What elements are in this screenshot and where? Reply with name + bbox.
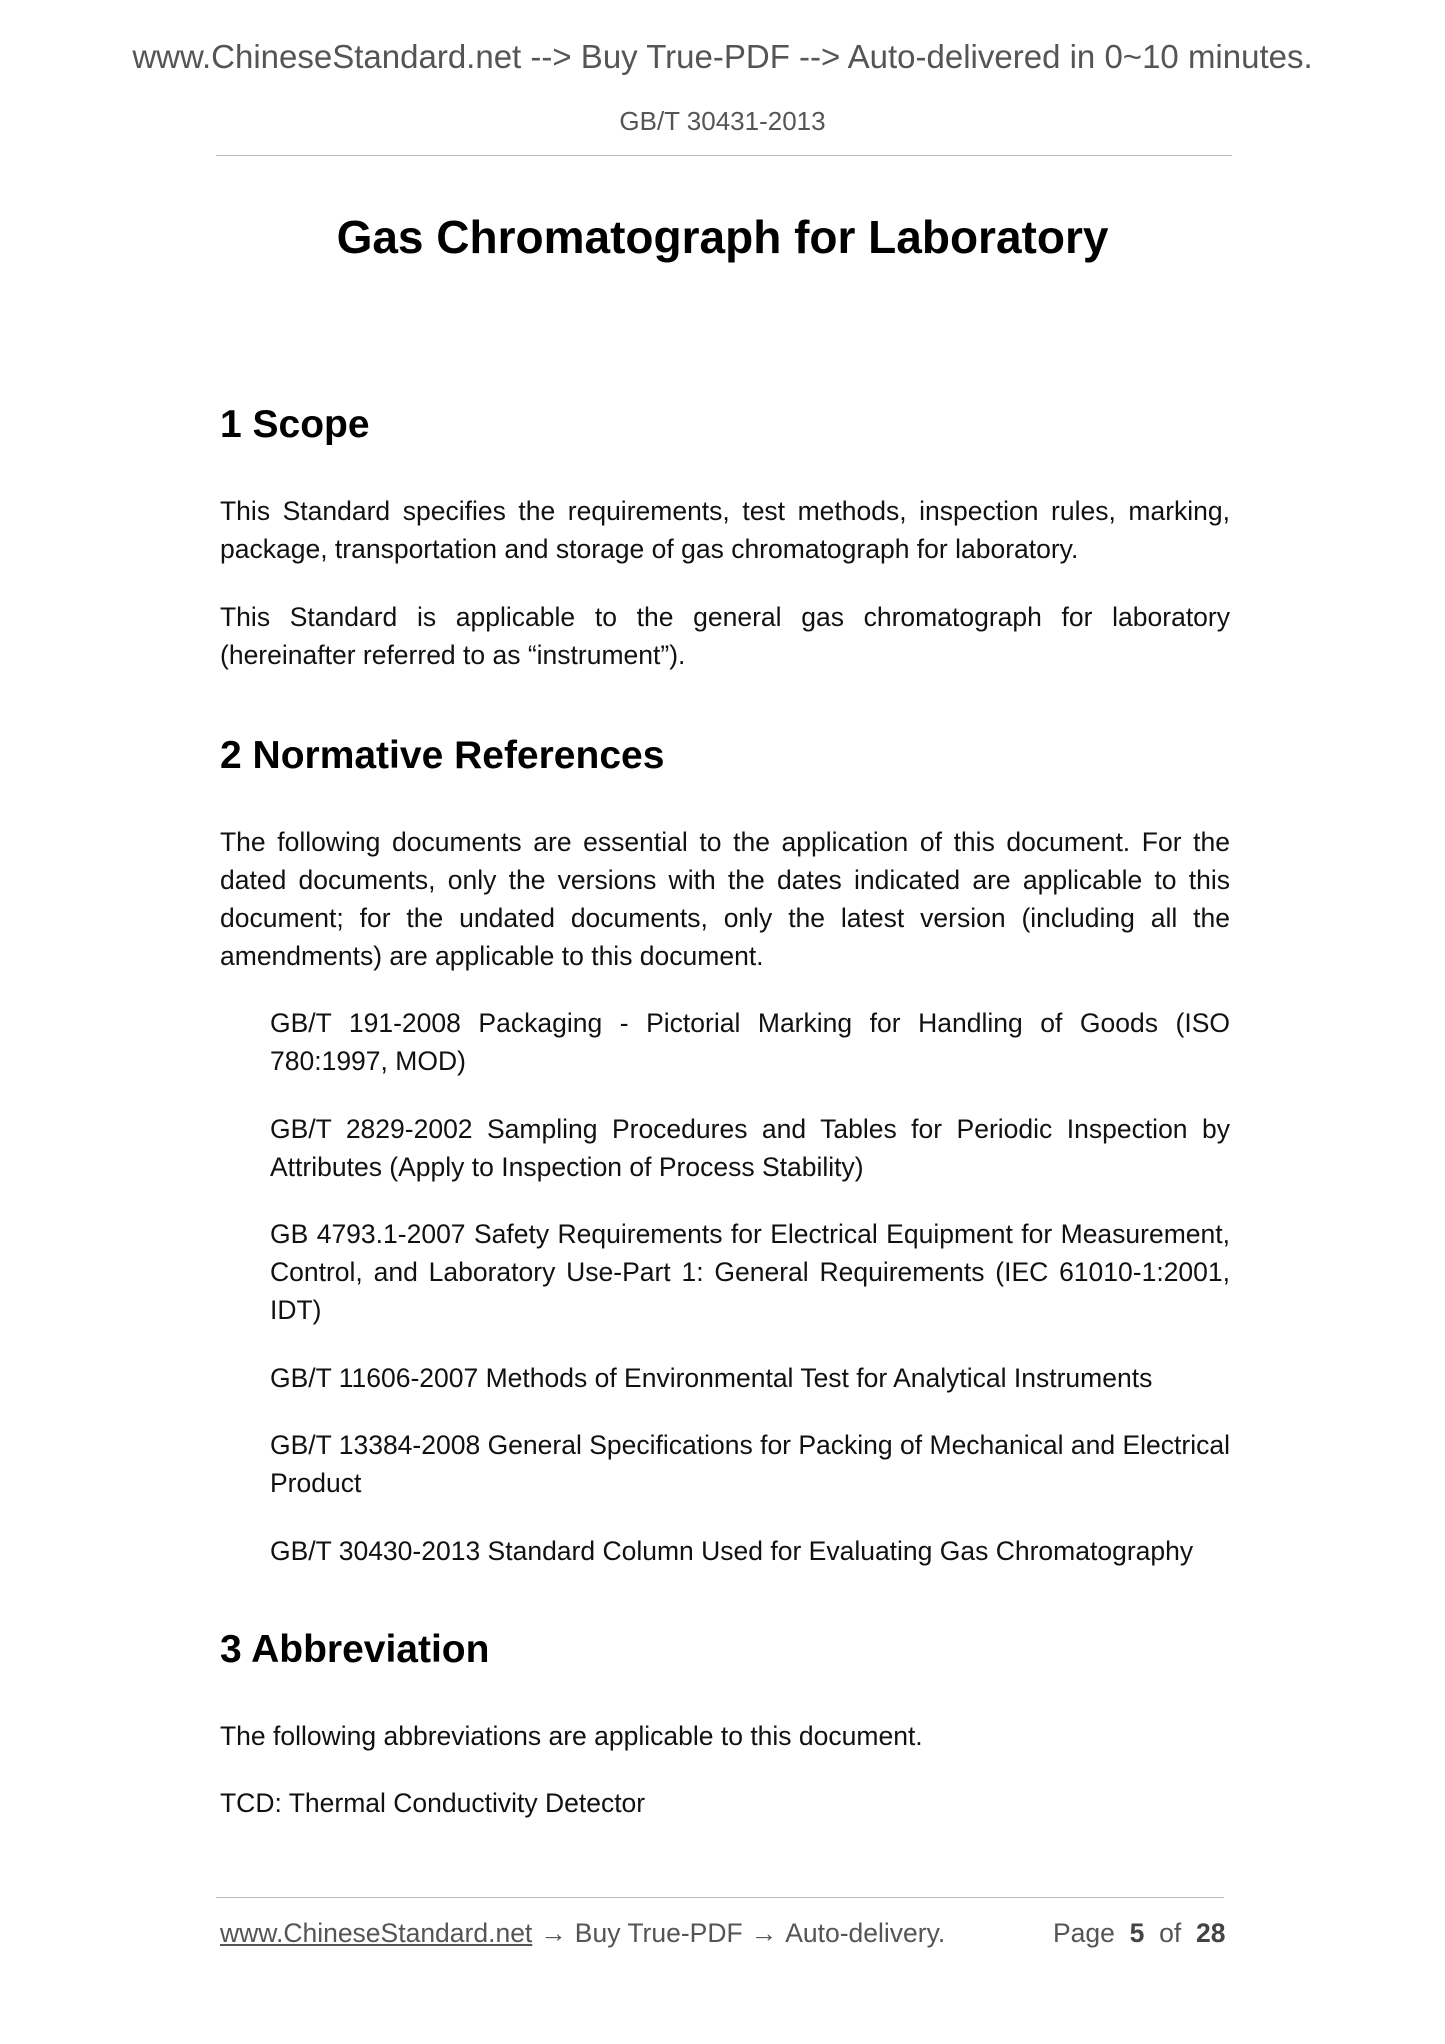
footer-website-link[interactable]: www.ChineseStandard.net xyxy=(220,1918,533,1948)
arrow-right-icon: → xyxy=(540,1918,567,1948)
abbreviation-intro-paragraph: The following abbreviations are applicable to this document. xyxy=(220,1721,923,1751)
reference-item: GB/T 11606-2007 Methods of Environmental Test for Analytical Instruments xyxy=(270,1363,1153,1393)
references-intro-paragraph: The following documents are essential to the application of this document. For the dated documents, only the versions with the dates indicated are applicable to this document; for the undated documents, only the latest version (including all the amendments) are applicable to this document. xyxy=(220,827,1230,971)
section-heading-abbreviation: 3 Abbreviation xyxy=(220,1628,490,1671)
header-standard-code: GB/T 30431-2013 xyxy=(619,106,826,136)
total-pages: 28 xyxy=(1195,1918,1226,1948)
page-number: 5 xyxy=(1129,1918,1145,1948)
reference-item: GB/T 30430-2013 Standard Column Used for Evaluating Gas Chromatography xyxy=(270,1536,1194,1566)
section-heading-scope: 1 Scope xyxy=(220,403,370,446)
document-title: Gas Chromatograph for Laboratory xyxy=(336,211,1109,263)
footer-delivery-text: Auto-delivery. xyxy=(785,1918,946,1948)
header-banner[interactable]: www.ChineseStandard.net --> Buy True-PDF --> Auto-delivered in 0~10 minutes. xyxy=(132,38,1313,75)
footer-divider xyxy=(216,1897,1224,1898)
of-label: of xyxy=(1159,1918,1182,1948)
page-indicator xyxy=(1053,1918,1225,1949)
reference-item: GB/T 2829-2002 Sampling Procedures and Tables for Periodic Inspection by Attributes (Apply to Inspection of Process Stability) xyxy=(270,1114,1230,1182)
page-label: Page xyxy=(1053,1918,1115,1948)
reference-item: GB 4793.1-2007 Safety Requirements for Electrical Equipment for Measurement, Control, and Laboratory Use-Part 1: General Requirements (IEC 61010-1:2001, IDT) xyxy=(270,1219,1230,1325)
reference-item: GB/T 13384-2008 General Specifications for Packing of Mechanical and Electrical Product xyxy=(270,1430,1230,1498)
scope-paragraph: This Standard is applicable to the general gas chromatograph for laboratory (hereinafter referred to as “instrument”). xyxy=(220,602,1230,670)
footer-buy-text: Buy True-PDF xyxy=(574,1918,743,1948)
header-divider xyxy=(216,155,1232,156)
reference-item: GB/T 191-2008 Packaging - Pictorial Marking for Handling of Goods (ISO 780:1997, MOD) xyxy=(270,1008,1230,1076)
abbreviation-item: TCD: Thermal Conductivity Detector xyxy=(220,1788,646,1818)
section-heading-normative-references: 2 Normative References xyxy=(220,734,665,777)
footer-promo xyxy=(220,1918,945,1949)
scope-paragraph: This Standard specifies the requirements, test methods, inspection rules, marking, package, transportation and storage of gas chromatograph for laboratory. xyxy=(220,496,1230,564)
arrow-right-icon: → xyxy=(750,1918,778,1948)
